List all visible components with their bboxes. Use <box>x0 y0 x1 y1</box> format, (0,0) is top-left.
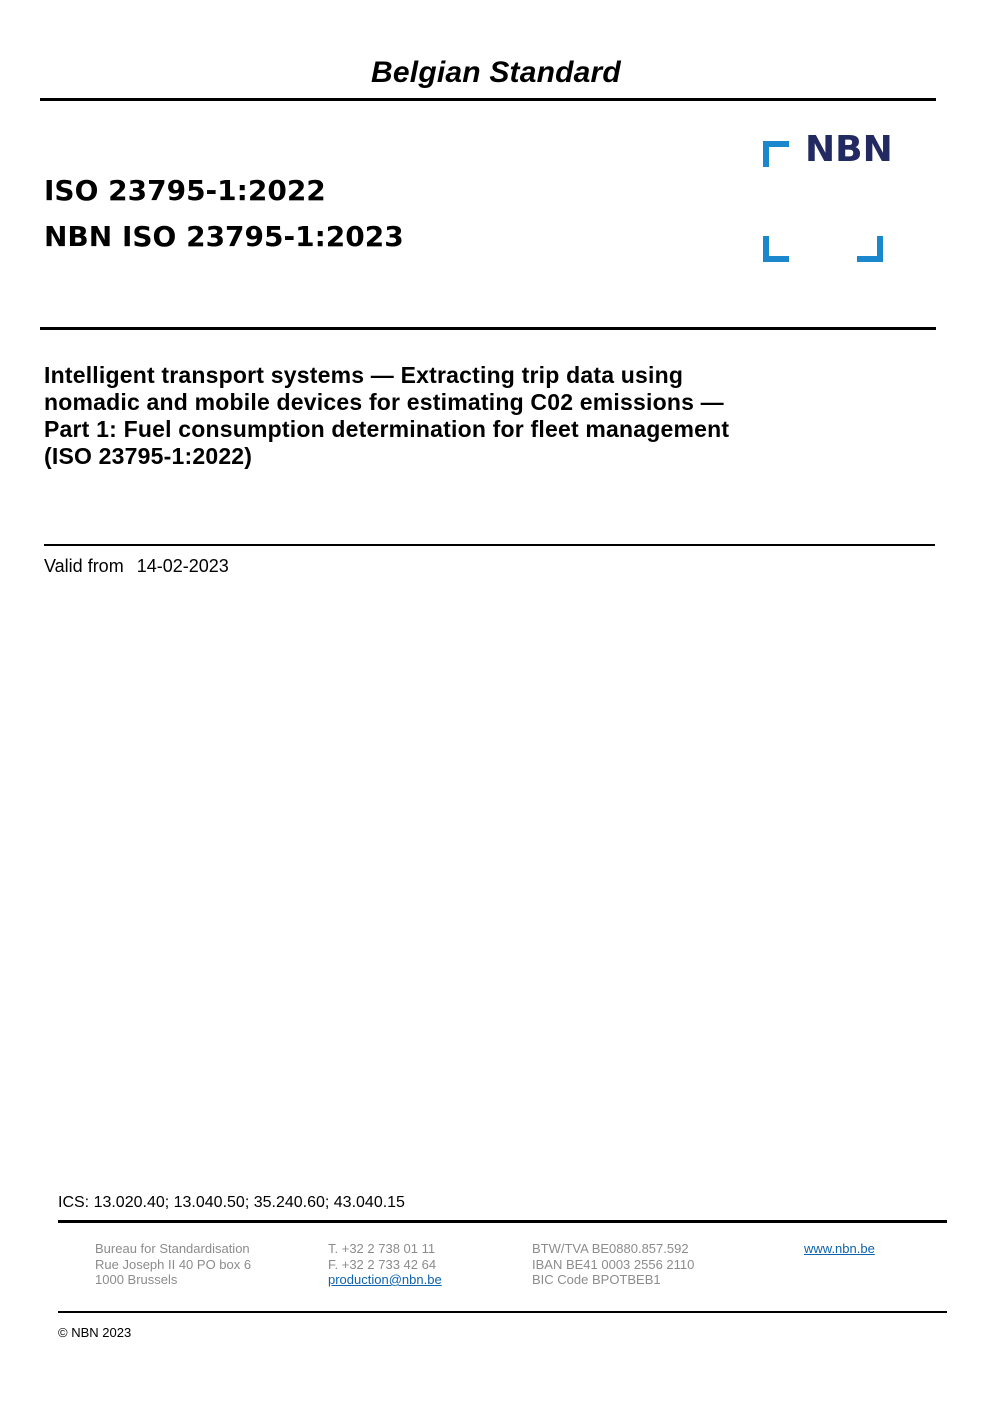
validity <box>44 556 229 577</box>
document-title <box>44 362 729 470</box>
valid-from-date: 14-02-2023 <box>136 556 229 576</box>
document-title-line-4: (ISO 23795-1:2022) <box>44 443 253 469</box>
validity-rule <box>44 544 935 546</box>
footer-finance <box>532 1241 694 1288</box>
iso-reference: ISO 23795-1:2022 <box>44 174 326 207</box>
footer-address <box>95 1241 251 1288</box>
document-title-line-3: Part 1: Fuel consumption determination for fleet management <box>44 416 730 442</box>
footer-address-line-1: Bureau for Standardisation <box>95 1241 250 1256</box>
footer-address-line-3: 1000 Brussels <box>95 1272 178 1287</box>
document-title-line-2: nomadic and mobile devices for estimating C02 emissions — <box>44 389 724 415</box>
document-title-line-1: Intelligent transport systems — Extracting trip data using <box>44 362 684 388</box>
email-link[interactable]: production@nbn.be <box>328 1272 442 1287</box>
title-rule <box>40 327 936 330</box>
nbn-logo <box>763 129 893 262</box>
nbn-logo-text: NBN <box>805 129 893 170</box>
footer-website <box>804 1241 875 1257</box>
valid-from-label: Valid from <box>44 556 124 576</box>
nbn-reference: NBN ISO 23795-1:2023 <box>44 220 404 253</box>
footer-vat-line: BTW/TVA BE0880.857.592 <box>532 1241 689 1256</box>
copyright: © NBN 2023 <box>58 1325 132 1340</box>
footer-rule <box>58 1220 947 1223</box>
footer-contact <box>328 1241 442 1288</box>
website-link[interactable]: www.nbn.be <box>804 1241 875 1256</box>
footer-phone-line: T. +32 2 738 01 11 <box>328 1241 436 1256</box>
footer-iban-line: IBAN BE41 0003 2556 2110 <box>532 1256 695 1272</box>
footer-bic-line: BIC Code BPOTBEB1 <box>532 1272 661 1287</box>
footer-address-line-2: Rue Joseph II 40 PO box 6 <box>95 1256 252 1272</box>
ics-codes: ICS: 13.020.40; 13.040.50; 35.240.60; 43.040.15 <box>58 1194 405 1211</box>
logo-bracket-bottom-left-icon <box>763 236 789 262</box>
logo-bracket-top-left-icon <box>763 141 789 167</box>
footer-fax-line: F. +32 2 733 42 64 <box>328 1256 437 1272</box>
logo-bracket-bottom-right-icon <box>857 236 883 262</box>
copyright-rule <box>58 1311 947 1313</box>
top-rule <box>40 98 936 101</box>
page-title: Belgian Standard <box>371 56 621 89</box>
